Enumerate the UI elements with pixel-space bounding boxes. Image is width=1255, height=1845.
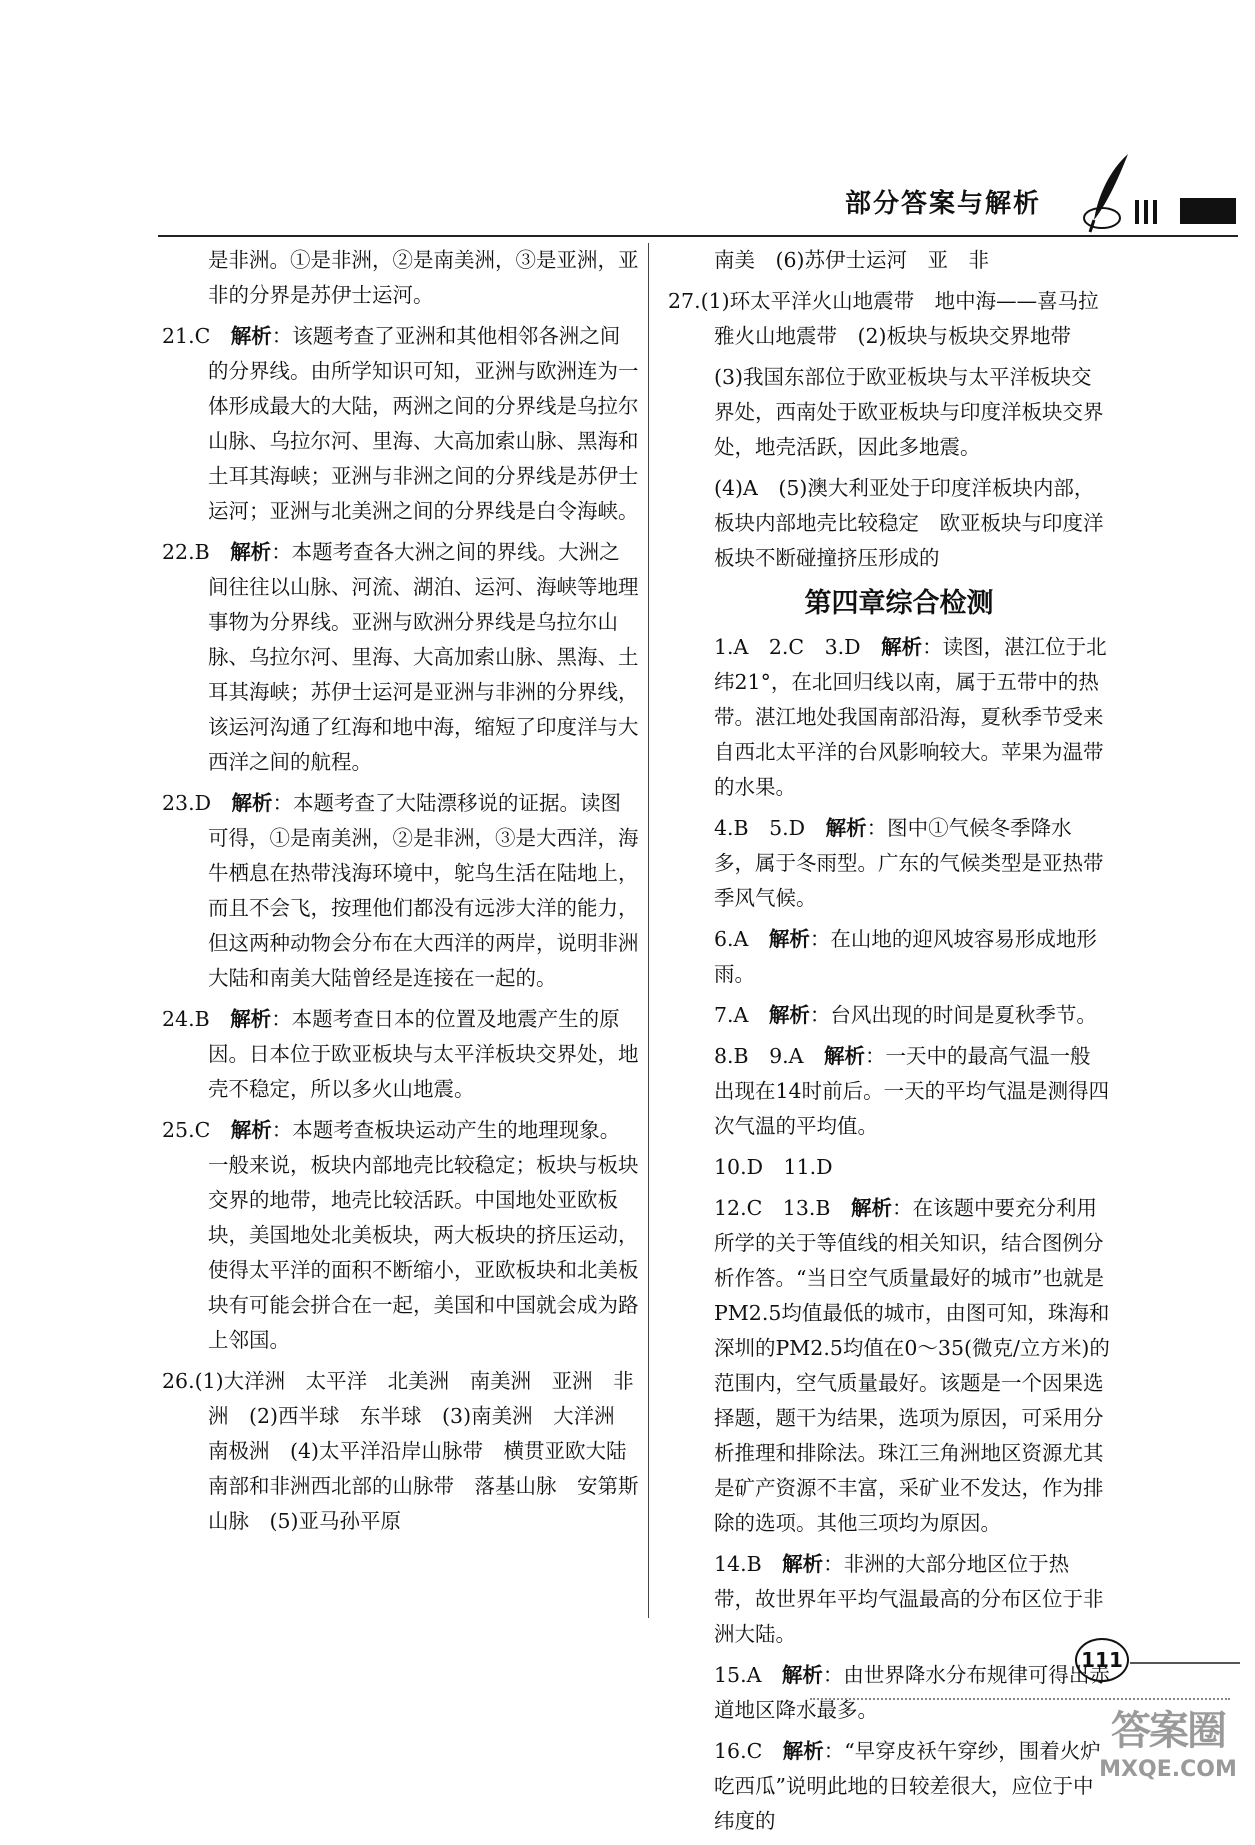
answer-text: ：非洲的大部分地区位于热带，故世界年平均气温最高的分布区位于非洲大陆。	[714, 1552, 1104, 1646]
answer-item	[162, 535, 640, 780]
answer-text: (1)大洋洲 太平洋 北美洲 南美洲 亚洲 非洲 (2)西半球 东半球 (3)南美洲 大洋洲 南极洲 (4)太平洋沿岸山脉带 横贯亚欧大陆南部和非洲西北部的山脉带 落基山脉 安第斯山脉 (5)亚马孙平原	[194, 1369, 639, 1533]
analysis-label: 解析	[768, 1003, 810, 1027]
answer-item	[668, 922, 1110, 992]
answer-item	[668, 1658, 1110, 1728]
answer-text: 7.A	[714, 1003, 769, 1027]
answer-text: ：本题考查了大陆漂移说的证据。读图可得，①是南美洲，②是非洲，③是大西洋，海牛栖息在热带浅海环境中，鸵鸟生活在陆地上，而且不会飞，按理他们都没有远涉大洋的能力，但这两种动物会分布在大西洋的两岸，说明非洲大陆和南美大陆曾经是连接在一起的。	[208, 791, 639, 990]
analysis-label: 解析	[768, 927, 810, 951]
answer-item	[162, 1364, 640, 1539]
answer-text: B	[194, 1007, 231, 1031]
answer-text: D	[194, 791, 232, 815]
answer-item	[668, 630, 1110, 805]
analysis-label: 解析	[230, 324, 272, 348]
page-number: 111	[1075, 1638, 1129, 1682]
analysis-label: 解析	[782, 1552, 824, 1576]
answer-text: 南美 (6)苏伊士运河 亚 非	[714, 248, 990, 272]
answer-item	[668, 1191, 1110, 1541]
answer-text: ：台风出现的时间是夏秋季节。	[809, 1003, 1097, 1027]
answer-text: ：本题考查日本的位置及地震产生的原因。日本位于欧亚板块与太平洋板块交界处，地壳不稳定，所以多火山地震。	[208, 1007, 639, 1101]
analysis-label: 解析	[824, 1044, 865, 1068]
answer-number: 23.	[162, 791, 195, 815]
answer-item	[668, 1734, 1110, 1839]
answer-text: ：一天中的最高气温一般出现在14时前后。一天的平均气温是测得四次气温的平均值。	[714, 1044, 1110, 1138]
answer-text: 16.C	[714, 1739, 783, 1763]
answer-text: 1.A 2.C 3.D	[714, 635, 882, 659]
answer-item	[668, 243, 1110, 278]
answer-text: C	[194, 324, 231, 348]
watermark-main-text: 答案圈	[1111, 1708, 1225, 1754]
quill-pen-icon	[1080, 150, 1140, 240]
right-column-top-items	[668, 243, 1110, 576]
footer-decoration	[1130, 1652, 1240, 1664]
answer-text: B	[194, 540, 231, 564]
answer-item	[668, 1547, 1110, 1652]
answer-item	[162, 319, 640, 529]
analysis-label: 解析	[230, 1007, 272, 1031]
header-decoration-block	[1180, 198, 1236, 224]
answer-item	[162, 1002, 640, 1107]
answer-text: 8.B 9.A	[714, 1044, 824, 1068]
answer-item	[668, 1039, 1110, 1144]
answer-item	[162, 243, 640, 313]
answer-item	[668, 360, 1110, 465]
answer-item	[668, 811, 1110, 916]
answer-number: 26.	[162, 1369, 195, 1393]
answer-text: (4)A (5)澳大利亚处于印度洋板块内部，板块内部地壳比较稳定 欧亚板块与印度洋板块不断碰撞挤压形成的	[714, 476, 1104, 570]
analysis-label: 解析	[782, 1739, 824, 1763]
answer-text: (3)我国东部位于欧亚板块与太平洋板块交界处，西南处于欧亚板块与印度洋板块交界处，地壳活跃，因此多地震。	[714, 365, 1104, 459]
answer-text: 14.B	[714, 1552, 783, 1576]
answer-text: ：本题考查板块运动产生的地理现象。一般来说，板块内部地壳比较稳定；板块与板块交界的地带，地壳比较活跃。中国地处亚欧板块，美国地处北美板块，两大板块的挤压运动，使得太平洋的面积不断缩小，亚欧板块和北美板块有可能会拼合在一起，美国和中国就会成为路上邻国。	[208, 1118, 639, 1352]
analysis-label: 解析	[781, 1663, 823, 1687]
answer-text: ：在山地的迎风坡容易形成地形雨。	[714, 927, 1097, 986]
watermark-sub-text: MXQE.COM	[1099, 1757, 1237, 1782]
answer-text: ：“早穿皮袄午穿纱，围着火炉吃西瓜”说明此地的日较差很大，应位于中纬度的	[714, 1739, 1101, 1833]
answer-number: 27.	[668, 289, 701, 313]
answer-text: ：在该题中要充分利用所学的关于等值线的相关知识，结合图例分析作答。“当日空气质量最好的城市”也就是PM2.5均值最低的城市，由图可知，珠海和深圳的PM2.5均值在0～35(微克/立方米)的范围内，空气质量最好。该题是一个因果选择题，题干为结果，选项为原因，可采用分析推理和排除法。珠江三角洲地区资源尤其是矿产资源不丰富，采矿业不发达，作为排除的选项。其他三项均为原因。	[714, 1196, 1110, 1535]
answer-text: 6.A	[714, 927, 769, 951]
answer-text: ：该题考查了亚洲和其他相邻各洲之间的分界线。由所学知识可知，亚洲与欧洲连为一体形成最大的大陆，两洲之间的分界线是乌拉尔山脉、乌拉尔河、里海、大高加索山脉、黑海和土耳其海峡；亚洲与非洲之间的分界线是苏伊士运河；亚洲与北美洲之间的分界线是白令海峡。	[208, 324, 639, 523]
watermark-logo	[1098, 1705, 1238, 1793]
answer-text: ：读图，湛江位于北纬21°，在北回归线以南，属于五带中的热带。湛江地处我国南部沿海，夏秋季节受来自西北太平洋的台风影响较大。苹果为温带的水果。	[714, 635, 1107, 799]
left-column	[162, 243, 640, 1545]
answer-item	[162, 1113, 640, 1358]
analysis-label: 解析	[850, 1196, 892, 1220]
right-column-bottom-items	[668, 630, 1110, 1839]
answer-text: 10.D 11.D	[714, 1155, 833, 1179]
answer-item	[668, 471, 1110, 576]
section-title: 第四章综合检测	[804, 588, 994, 619]
analysis-label: 解析	[230, 540, 272, 564]
footer-dotted-rule	[810, 1698, 1230, 1700]
analysis-label: 解析	[881, 635, 923, 659]
answer-text: ：本题考查各大洲之间的界线。大洲之间往往以山脉、河流、湖泊、运河、海峡等地理事物为分界线。亚洲与欧洲分界线是乌拉尔山脉、乌拉尔河、里海、大高加索山脉、黑海、土耳其海峡；苏伊士运河是亚洲与非洲的分界线，该运河沟通了红海和地中海，缩短了印度洋与大西洋之间的航程。	[208, 540, 639, 774]
answer-text: 15.A	[714, 1663, 782, 1687]
answer-number: 24.	[162, 1007, 195, 1031]
answer-text: ：由世界降水分布规律可得出赤道地区降水最多。	[714, 1663, 1110, 1722]
column-divider	[648, 243, 649, 1618]
answer-number: 21.	[162, 324, 195, 348]
analysis-label: 解析	[230, 1118, 272, 1142]
right-column	[668, 243, 1110, 1845]
answer-text: ：图中①气候冬季降水多，属于冬雨型。广东的气候类型是亚热带季风气候。	[714, 816, 1104, 910]
analysis-label: 解析	[825, 816, 867, 840]
answer-item	[668, 284, 1110, 354]
answer-item	[668, 998, 1110, 1033]
answer-number: 22.	[162, 540, 195, 564]
answer-item	[162, 786, 640, 996]
answer-text: 是非洲。①是非洲，②是南美洲，③是亚洲，亚非的分界是苏伊士运河。	[208, 248, 639, 307]
answer-text: (1)环太平洋火山地震带 地中海——喜马拉雅火山地震带 (2)板块与板块交界地带	[700, 289, 1099, 348]
page-header-title: 部分答案与解析	[845, 189, 1042, 219]
analysis-label: 解析	[231, 791, 273, 815]
answer-number: 25.	[162, 1118, 195, 1142]
header-rule	[158, 235, 1238, 237]
answer-item	[668, 1150, 1110, 1185]
answer-text: 4.B 5.D	[714, 816, 826, 840]
answer-text: 12.C 13.B	[714, 1196, 851, 1220]
answer-text: C	[194, 1118, 231, 1142]
